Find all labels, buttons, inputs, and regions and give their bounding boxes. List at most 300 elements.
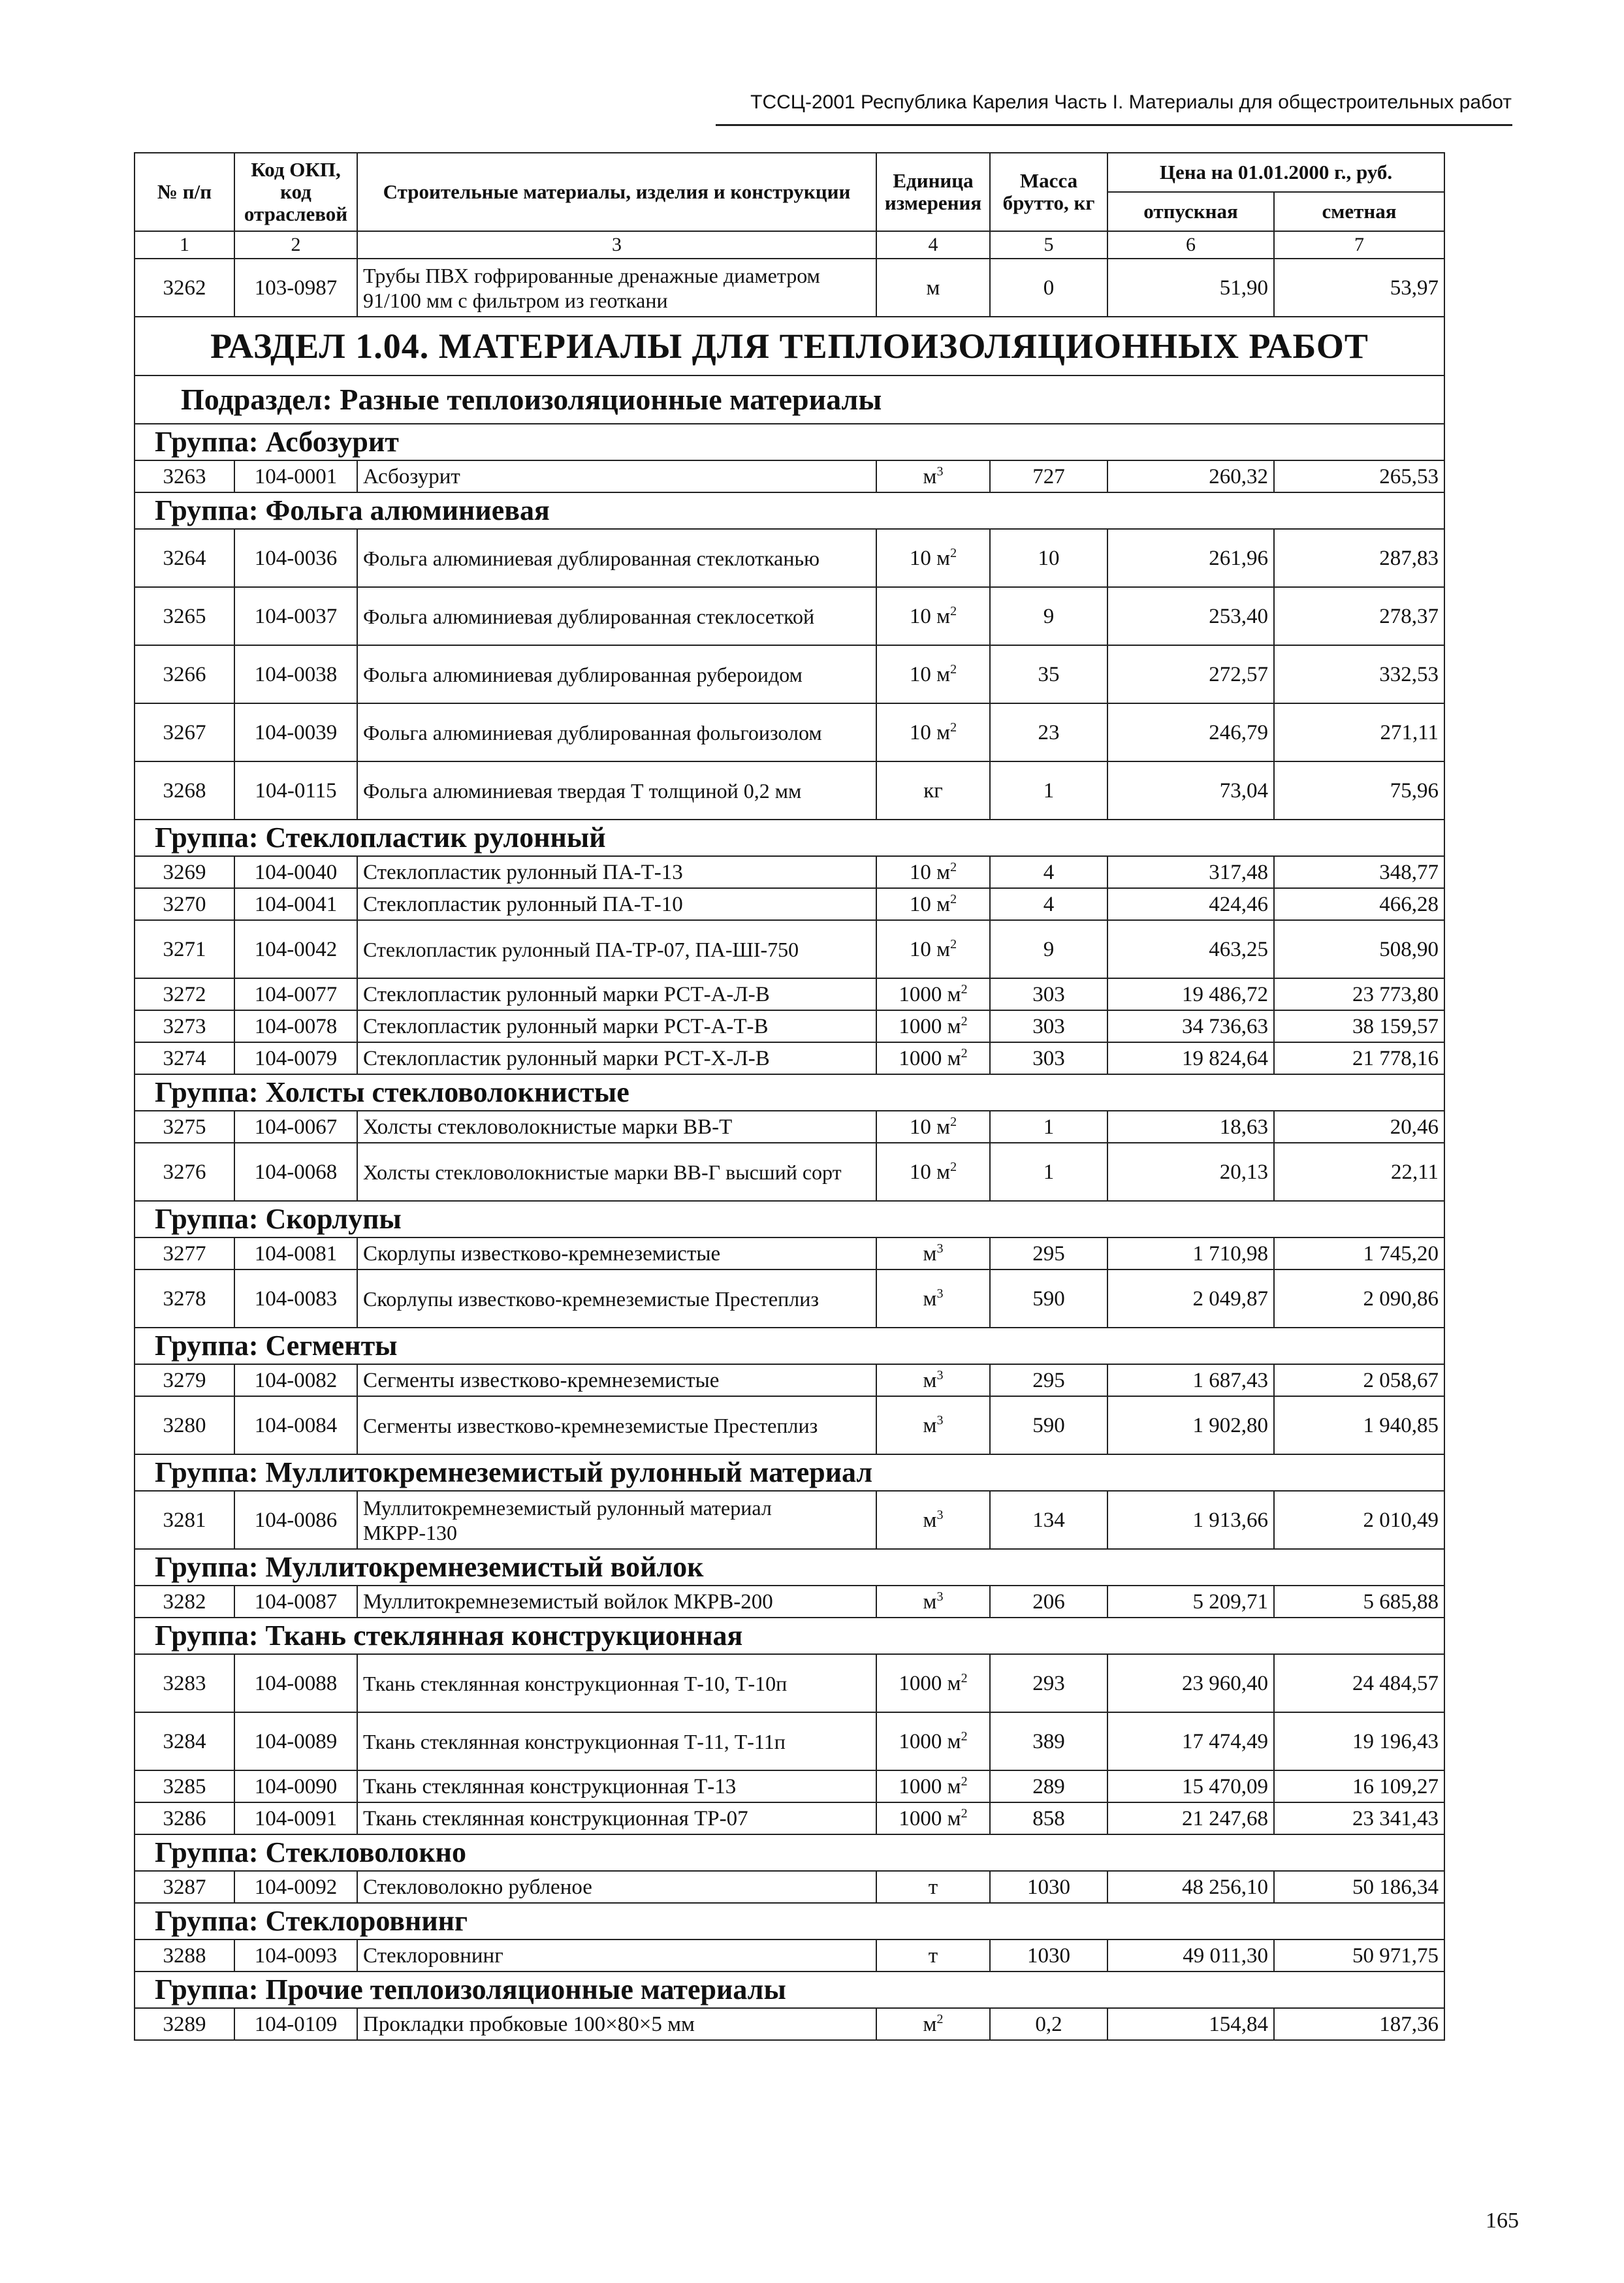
group-title: Группа: Прочие теплоизоляционные материалы [135,1972,1444,2008]
group-title: Группа: Сегменты [135,1328,1444,1364]
running-head: ТССЦ-2001 Республика Карелия Часть I. Материалы для общестроительных работ [750,91,1512,113]
unit-exponent: 2 [961,1014,968,1029]
row-name: Фольга алюминиевая дублированная рубероидом [357,645,876,703]
row-mass: 206 [990,1586,1107,1618]
row-mass: 0,2 [990,2008,1107,2040]
table-row [135,703,1444,761]
unit-text: 1000 м [899,1046,961,1070]
group-title-row [135,1328,1444,1364]
unit-text: м [923,1286,937,1311]
row-mass: 4 [990,856,1107,888]
group-title: Группа: Фольга алюминиевая [135,492,1444,529]
unit-text: 1000 м [899,1729,961,1753]
table-row [135,1770,1444,1802]
row-number: 3271 [135,920,234,978]
row-mass: 23 [990,703,1107,761]
unit-exponent: 2 [950,603,957,618]
row-number: 3263 [135,460,234,492]
row-price-estimate: 332,53 [1274,645,1444,703]
row-mass: 1030 [990,1940,1107,1972]
row-code: 104-0079 [234,1042,357,1074]
row-code: 104-0036 [234,529,357,587]
row-price-release: 1 902,80 [1107,1396,1274,1454]
column-number: 1 [135,231,234,259]
unit-exponent: 2 [950,662,957,677]
row-code: 104-0088 [234,1654,357,1712]
row-code: 104-0081 [234,1237,357,1269]
unit-exponent: 3 [936,1589,944,1604]
row-code: 104-0077 [234,978,357,1010]
row-name: Ткань стеклянная конструкционная ТР-07 [357,1802,876,1834]
row-price-estimate: 23 341,43 [1274,1802,1444,1834]
unit-exponent: 2 [961,1774,968,1789]
unit-exponent: 2 [950,1114,957,1129]
row-price-release: 260,32 [1107,460,1274,492]
row-name: Холсты стекловолокнистые марки ВВ-Г высший сорт [357,1143,876,1201]
row-number: 3262 [135,259,234,317]
row-name: Фольга алюминиевая дублированная стеклосеткой [357,587,876,645]
table-row [135,1396,1444,1454]
unit-exponent: 2 [950,936,957,951]
row-unit [876,1871,990,1903]
row-unit [876,1237,990,1269]
row-name: Холсты стекловолокнистые марки ВВ-Т [357,1111,876,1143]
row-unit [876,587,990,645]
row-price-release: 1 710,98 [1107,1237,1274,1269]
row-mass: 727 [990,460,1107,492]
row-number: 3279 [135,1364,234,1396]
unit-exponent: 2 [961,1046,968,1061]
row-unit [876,1010,990,1042]
row-unit [876,1042,990,1074]
row-number: 3285 [135,1770,234,1802]
row-unit [876,1712,990,1770]
table-row [135,1940,1444,1972]
row-mass: 389 [990,1712,1107,1770]
unit-text: 10 м [909,937,951,961]
unit-text: м [923,464,937,488]
unit-text: 1000 м [899,1014,961,1038]
row-name: Ткань стеклянная конструкционная Т-11, Т-11п [357,1712,876,1770]
row-name: Сегменты известково-кремнеземистые [357,1364,876,1396]
row-name: Фольга алюминиевая дублированная фольгоизолом [357,703,876,761]
row-code: 104-0040 [234,856,357,888]
row-number: 3281 [135,1491,234,1549]
row-name: Фольга алюминиевая твердая Т толщиной 0,2 мм [357,761,876,820]
row-price-release: 1 913,66 [1107,1491,1274,1549]
group-title-row [135,1549,1444,1586]
row-mass: 35 [990,645,1107,703]
row-number: 3272 [135,978,234,1010]
row-price-release: 19 824,64 [1107,1042,1274,1074]
subsection-title: Подраздел: Разные теплоизоляционные материалы [135,375,1444,424]
row-number: 3269 [135,856,234,888]
unit-text: кг [923,778,943,803]
row-code: 104-0086 [234,1491,357,1549]
row-mass: 303 [990,1010,1107,1042]
column-number: 5 [990,231,1107,259]
row-price-release: 424,46 [1107,888,1274,920]
row-unit [876,1111,990,1143]
row-number: 3283 [135,1654,234,1712]
unit-text: м [923,1508,937,1532]
row-unit [876,2008,990,2040]
row-price-release: 1 687,43 [1107,1364,1274,1396]
row-price-release: 73,04 [1107,761,1274,820]
row-unit [876,1396,990,1454]
row-price-release: 34 736,63 [1107,1010,1274,1042]
row-code: 104-0039 [234,703,357,761]
table-header-row [135,153,1444,192]
row-price-release: 15 470,09 [1107,1770,1274,1802]
table-row [135,1042,1444,1074]
row-price-estimate: 271,11 [1274,703,1444,761]
unit-text: 10 м [909,604,951,628]
row-code: 104-0109 [234,2008,357,2040]
row-mass: 295 [990,1237,1107,1269]
header-mass: Масса брутто, кг [990,153,1107,231]
unit-exponent: 2 [936,2011,944,2026]
row-price-estimate: 1 940,85 [1274,1396,1444,1454]
row-name: Фольга алюминиевая дублированная стеклотканью [357,529,876,587]
table-row [135,1871,1444,1903]
column-number: 3 [357,231,876,259]
row-mass: 303 [990,1042,1107,1074]
group-title-row [135,1074,1444,1111]
row-name: Стеклопластик рулонный марки РСТ-Х-Л-В [357,1042,876,1074]
row-number: 3275 [135,1111,234,1143]
unit-text: 10 м [909,892,951,916]
row-number: 3288 [135,1940,234,1972]
header-code: Код ОКП, код отраслевой [234,153,357,231]
row-price-estimate: 19 196,43 [1274,1712,1444,1770]
column-numbers-row [135,231,1444,259]
row-unit [876,1586,990,1618]
row-code: 104-0115 [234,761,357,820]
page-number: 165 [1486,2209,1519,2233]
row-price-estimate: 21 778,16 [1274,1042,1444,1074]
row-code: 104-0041 [234,888,357,920]
table-row [135,1269,1444,1328]
row-price-estimate: 23 773,80 [1274,978,1444,1010]
row-mass: 10 [990,529,1107,587]
unit-exponent: 2 [950,891,957,906]
unit-text: м [923,1241,937,1266]
row-mass: 303 [990,978,1107,1010]
section-title: РАЗДЕЛ 1.04. МАТЕРИАЛЫ ДЛЯ ТЕПЛОИЗОЛЯЦИОННЫХ РАБОТ [135,317,1444,375]
column-number: 4 [876,231,990,259]
unit-exponent: 2 [961,982,968,997]
unit-text: 10 м [909,546,951,570]
unit-text: т [928,1943,938,1968]
row-number: 3280 [135,1396,234,1454]
group-title-row [135,1618,1444,1654]
header-price-group: Цена на 01.01.2000 г., руб. [1107,153,1444,192]
row-name: Прокладки пробковые 100×80×5 мм [357,2008,876,2040]
row-number: 3267 [135,703,234,761]
unit-exponent: 2 [961,1670,968,1685]
unit-exponent: 3 [936,464,944,479]
row-mass: 9 [990,587,1107,645]
row-mass: 4 [990,888,1107,920]
row-name: Муллитокремнеземистый рулонный материал МКРР-130 [357,1491,876,1549]
column-number: 7 [1274,231,1444,259]
row-code: 104-0083 [234,1269,357,1328]
table-row [135,460,1444,492]
row-code: 104-0042 [234,920,357,978]
row-price-release: 48 256,10 [1107,1871,1274,1903]
row-name: Ткань стеклянная конструкционная Т-13 [357,1770,876,1802]
row-price-release: 463,25 [1107,920,1274,978]
row-price-release: 5 209,71 [1107,1586,1274,1618]
table-row [135,259,1444,317]
row-mass: 9 [990,920,1107,978]
row-code: 104-0089 [234,1712,357,1770]
row-unit [876,1269,990,1328]
row-price-release: 317,48 [1107,856,1274,888]
row-name: Асбозурит [357,460,876,492]
row-number: 3273 [135,1010,234,1042]
group-title: Группа: Стеклопластик рулонный [135,820,1444,856]
row-number: 3270 [135,888,234,920]
unit-exponent: 2 [950,1159,957,1174]
row-name: Стекловолокно рубленое [357,1871,876,1903]
table-row [135,2008,1444,2040]
unit-exponent: 2 [950,859,957,874]
row-code: 104-0093 [234,1940,357,1972]
row-number: 3286 [135,1802,234,1834]
row-name: Скорлупы известково-кремнеземистые [357,1237,876,1269]
header-rule [716,124,1512,126]
unit-text: 10 м [909,1115,951,1139]
header-price-estimate: сметная [1274,192,1444,231]
table-row [135,529,1444,587]
subsection-title-row [135,375,1444,424]
unit-text: м [923,2012,937,2036]
unit-exponent: 3 [936,1413,944,1428]
table-row [135,1143,1444,1201]
row-mass: 1030 [990,1871,1107,1903]
row-number: 3277 [135,1237,234,1269]
row-unit [876,1491,990,1549]
row-price-estimate: 75,96 [1274,761,1444,820]
group-title-row [135,424,1444,460]
row-price-release: 2 049,87 [1107,1269,1274,1328]
row-mass: 1 [990,1111,1107,1143]
row-number: 3276 [135,1143,234,1201]
row-number: 3266 [135,645,234,703]
table-row [135,1491,1444,1549]
row-name: Стеклоровнинг [357,1940,876,1972]
unit-text: м [926,276,940,300]
group-title: Группа: Стеклоровнинг [135,1903,1444,1940]
row-price-estimate: 466,28 [1274,888,1444,920]
unit-exponent: 2 [950,720,957,735]
table-row [135,1802,1444,1834]
row-price-release: 23 960,40 [1107,1654,1274,1712]
row-price-release: 246,79 [1107,703,1274,761]
row-code: 104-0078 [234,1010,357,1042]
row-unit [876,259,990,317]
row-number: 3289 [135,2008,234,2040]
row-mass: 590 [990,1396,1107,1454]
row-unit [876,1940,990,1972]
row-price-release: 272,57 [1107,645,1274,703]
row-price-release: 51,90 [1107,259,1274,317]
table-body [135,259,1444,2040]
unit-exponent: 3 [936,1507,944,1522]
row-price-release: 17 474,49 [1107,1712,1274,1770]
row-name: Стеклопластик рулонный марки РСТ-А-Т-В [357,1010,876,1042]
column-number: 6 [1107,231,1274,259]
group-title: Группа: Муллитокремнеземистый войлок [135,1549,1444,1586]
row-code: 104-0092 [234,1871,357,1903]
group-title-row [135,492,1444,529]
row-mass: 1 [990,1143,1107,1201]
row-unit [876,978,990,1010]
table-row [135,1364,1444,1396]
row-name: Стеклопластик рулонный марки РСТ-А-Л-В [357,978,876,1010]
row-price-release: 20,13 [1107,1143,1274,1201]
row-code: 104-0038 [234,645,357,703]
unit-text: 1000 м [899,982,961,1006]
group-title: Группа: Скорлупы [135,1201,1444,1237]
row-name: Стеклопластик рулонный ПА-ТР-07, ПА-ШІ-750 [357,920,876,978]
header-num: № п/п [135,153,234,231]
unit-exponent: 3 [936,1367,944,1382]
row-name: Стеклопластик рулонный ПА-Т-13 [357,856,876,888]
row-price-estimate: 348,77 [1274,856,1444,888]
header-name: Строительные материалы, изделия и конструкции [357,153,876,231]
row-name: Сегменты известково-кремнеземистые Престеплиз [357,1396,876,1454]
group-title-row [135,1834,1444,1871]
row-price-estimate: 16 109,27 [1274,1770,1444,1802]
row-number: 3265 [135,587,234,645]
row-mass: 295 [990,1364,1107,1396]
row-price-estimate: 1 745,20 [1274,1237,1444,1269]
row-code: 104-0084 [234,1396,357,1454]
row-price-estimate: 2 090,86 [1274,1269,1444,1328]
row-price-release: 19 486,72 [1107,978,1274,1010]
row-code: 104-0037 [234,587,357,645]
row-name: Трубы ПВХ гофрированные дренажные диаметром 91/100 мм с фильтром из геоткани [357,259,876,317]
table-row [135,1111,1444,1143]
row-name: Ткань стеклянная конструкционная Т-10, Т-10п [357,1654,876,1712]
table-row [135,1237,1444,1269]
row-price-release: 261,96 [1107,529,1274,587]
unit-exponent: 3 [936,1286,944,1301]
unit-exponent: 2 [961,1729,968,1744]
table-row [135,888,1444,920]
row-code: 104-0001 [234,460,357,492]
row-number: 3264 [135,529,234,587]
row-number: 3284 [135,1712,234,1770]
section-title-row [135,317,1444,375]
table-row [135,920,1444,978]
row-mass: 293 [990,1654,1107,1712]
row-mass: 590 [990,1269,1107,1328]
row-unit [876,856,990,888]
row-code: 104-0067 [234,1111,357,1143]
row-price-estimate: 265,53 [1274,460,1444,492]
group-title-row [135,1903,1444,1940]
unit-text: м [923,1368,937,1392]
row-unit [876,645,990,703]
row-mass: 1 [990,761,1107,820]
row-unit [876,888,990,920]
group-title-row [135,820,1444,856]
row-price-estimate: 2 010,49 [1274,1491,1444,1549]
row-unit [876,460,990,492]
row-unit [876,1654,990,1712]
unit-text: 1000 м [899,1671,961,1695]
row-price-estimate: 5 685,88 [1274,1586,1444,1618]
unit-text: 1000 м [899,1774,961,1798]
row-price-estimate: 38 159,57 [1274,1010,1444,1042]
row-unit [876,920,990,978]
row-price-estimate: 50 186,34 [1274,1871,1444,1903]
row-unit [876,1802,990,1834]
group-title: Группа: Стекловолокно [135,1834,1444,1871]
row-price-estimate: 287,83 [1274,529,1444,587]
row-price-release: 253,40 [1107,587,1274,645]
unit-exponent: 2 [961,1806,968,1821]
table-row [135,978,1444,1010]
row-price-release: 18,63 [1107,1111,1274,1143]
table-row [135,1712,1444,1770]
row-mass: 0 [990,259,1107,317]
table-row [135,761,1444,820]
unit-text: 1000 м [899,1806,961,1830]
unit-text: 10 м [909,662,951,686]
row-unit [876,761,990,820]
table-row [135,1010,1444,1042]
row-mass: 858 [990,1802,1107,1834]
row-price-release: 154,84 [1107,2008,1274,2040]
group-title: Группа: Муллитокремнеземистый рулонный материал [135,1454,1444,1491]
row-number: 3282 [135,1586,234,1618]
row-price-estimate: 50 971,75 [1274,1940,1444,1972]
row-code: 104-0090 [234,1770,357,1802]
row-number: 3287 [135,1871,234,1903]
row-name: Стеклопластик рулонный ПА-Т-10 [357,888,876,920]
table-row [135,1654,1444,1712]
group-title: Группа: Ткань стеклянная конструкционная [135,1618,1444,1654]
row-number: 3268 [135,761,234,820]
group-title: Группа: Холсты стекловолокнистые [135,1074,1444,1111]
row-price-release: 21 247,68 [1107,1802,1274,1834]
table-row [135,645,1444,703]
row-code: 103-0987 [234,259,357,317]
unit-exponent: 2 [950,545,957,560]
row-unit [876,1364,990,1396]
table-row [135,1586,1444,1618]
row-price-estimate: 187,36 [1274,2008,1444,2040]
row-code: 104-0087 [234,1586,357,1618]
column-number: 2 [234,231,357,259]
row-unit [876,1143,990,1201]
row-price-estimate: 53,97 [1274,259,1444,317]
unit-text: м [923,1589,937,1614]
row-code: 104-0091 [234,1802,357,1834]
row-unit [876,529,990,587]
row-mass: 134 [990,1491,1107,1549]
group-title: Группа: Асбозурит [135,424,1444,460]
group-title-row [135,1454,1444,1491]
row-price-estimate: 22,11 [1274,1143,1444,1201]
row-price-estimate: 2 058,67 [1274,1364,1444,1396]
row-price-estimate: 24 484,57 [1274,1654,1444,1712]
